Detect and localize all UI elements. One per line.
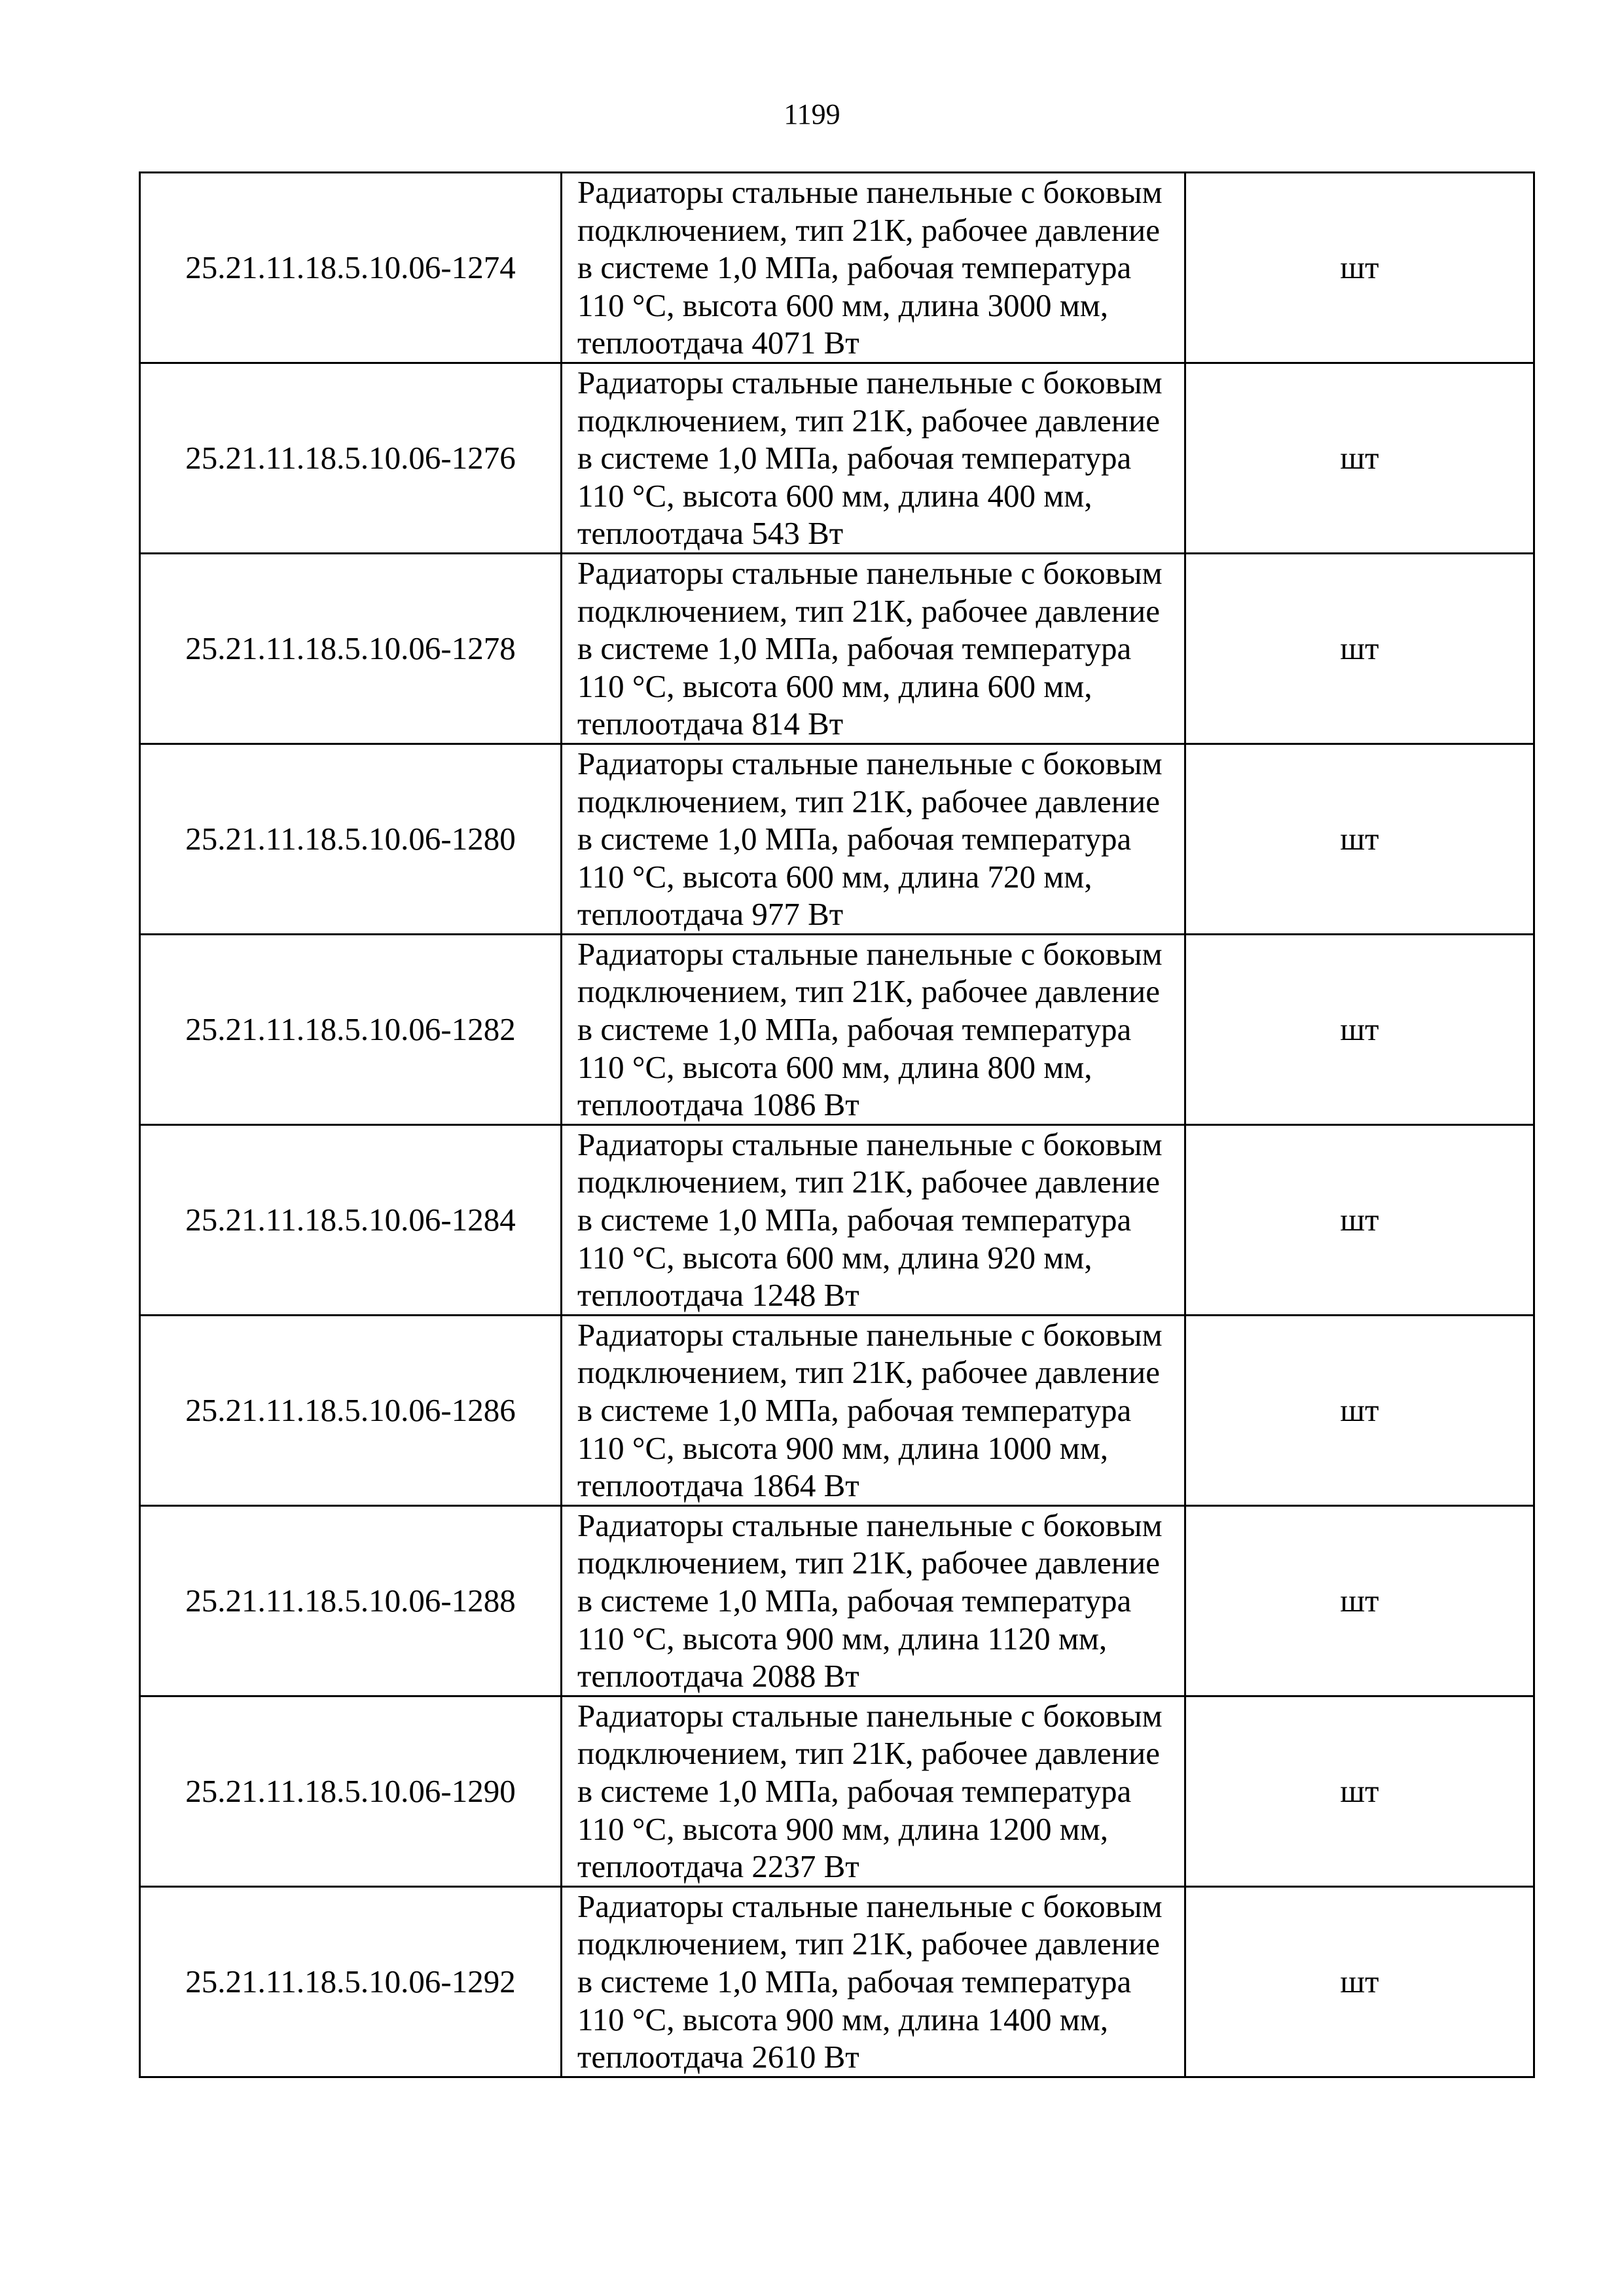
resource-description: Радиаторы стальные панельные с боковым подключением, тип 21К, рабочее давление в системе 1,0 МПа, рабочая температура 110 °С, высота 600 мм, длина 400 мм, теплоотдача 543 Вт <box>562 363 1185 553</box>
resource-code: 25.21.11.18.5.10.06-1284 <box>140 1124 562 1315</box>
table-row <box>140 744 1534 934</box>
resource-code: 25.21.11.18.5.10.06-1278 <box>140 553 562 744</box>
table-row <box>140 1315 1534 1505</box>
resource-code: 25.21.11.18.5.10.06-1288 <box>140 1505 562 1696</box>
resource-description: Радиаторы стальные панельные с боковым подключением, тип 21К, рабочее давление в системе 1,0 МПа, рабочая температура 110 °С, высота 900 мм, длина 1400 мм, теплоотдача 2610 Вт <box>562 1886 1185 2077</box>
resource-description: Радиаторы стальные панельные с боковым подключением, тип 21К, рабочее давление в системе 1,0 МПа, рабочая температура 110 °С, высота 900 мм, длина 1200 мм, теплоотдача 2237 Вт <box>562 1696 1185 1886</box>
resource-unit: шт <box>1185 744 1534 934</box>
resource-description: Радиаторы стальные панельные с боковым подключением, тип 21К, рабочее давление в системе 1,0 МПа, рабочая температура 110 °С, высота 900 мм, длина 1000 мм, теплоотдача 1864 Вт <box>562 1315 1185 1505</box>
resource-unit: шт <box>1185 173 1534 363</box>
table-row <box>140 363 1534 553</box>
resource-code: 25.21.11.18.5.10.06-1274 <box>140 173 562 363</box>
resource-code: 25.21.11.18.5.10.06-1280 <box>140 744 562 934</box>
resource-code: 25.21.11.18.5.10.06-1286 <box>140 1315 562 1505</box>
resource-description: Радиаторы стальные панельные с боковым подключением, тип 21К, рабочее давление в системе 1,0 МПа, рабочая температура 110 °С, высота 600 мм, длина 3000 мм, теплоотдача 4071 Вт <box>562 173 1185 363</box>
resource-description: Радиаторы стальные панельные с боковым подключением, тип 21К, рабочее давление в системе 1,0 МПа, рабочая температура 110 °С, высота 600 мм, длина 600 мм, теплоотдача 814 Вт <box>562 553 1185 744</box>
resource-description: Радиаторы стальные панельные с боковым подключением, тип 21К, рабочее давление в системе 1,0 МПа, рабочая температура 110 °С, высота 600 мм, длина 800 мм, теплоотдача 1086 Вт <box>562 934 1185 1124</box>
resource-unit: шт <box>1185 1315 1534 1505</box>
resource-unit: шт <box>1185 1505 1534 1696</box>
resource-description: Радиаторы стальные панельные с боковым подключением, тип 21К, рабочее давление в системе 1,0 МПа, рабочая температура 110 °С, высота 900 мм, длина 1120 мм, теплоотдача 2088 Вт <box>562 1505 1185 1696</box>
resource-unit: шт <box>1185 553 1534 744</box>
table-row <box>140 1124 1534 1315</box>
resource-code: 25.21.11.18.5.10.06-1282 <box>140 934 562 1124</box>
table-row <box>140 553 1534 744</box>
resource-table <box>139 171 1535 2078</box>
resource-unit: шт <box>1185 363 1534 553</box>
resource-code: 25.21.11.18.5.10.06-1290 <box>140 1696 562 1886</box>
table-row <box>140 1696 1534 1886</box>
page-number: 1199 <box>784 98 840 130</box>
resource-description: Радиаторы стальные панельные с боковым подключением, тип 21К, рабочее давление в системе 1,0 МПа, рабочая температура 110 °С, высота 600 мм, длина 720 мм, теплоотдача 977 Вт <box>562 744 1185 934</box>
table-row <box>140 173 1534 363</box>
resource-unit: шт <box>1185 1124 1534 1315</box>
resource-unit: шт <box>1185 934 1534 1124</box>
resource-unit: шт <box>1185 1696 1534 1886</box>
resource-description: Радиаторы стальные панельные с боковым подключением, тип 21К, рабочее давление в системе 1,0 МПа, рабочая температура 110 °С, высота 600 мм, длина 920 мм, теплоотдача 1248 Вт <box>562 1124 1185 1315</box>
table-row <box>140 934 1534 1124</box>
table-row <box>140 1886 1534 2077</box>
table-row <box>140 1505 1534 1696</box>
resource-code: 25.21.11.18.5.10.06-1276 <box>140 363 562 553</box>
resource-unit: шт <box>1185 1886 1534 2077</box>
resource-code: 25.21.11.18.5.10.06-1292 <box>140 1886 562 2077</box>
